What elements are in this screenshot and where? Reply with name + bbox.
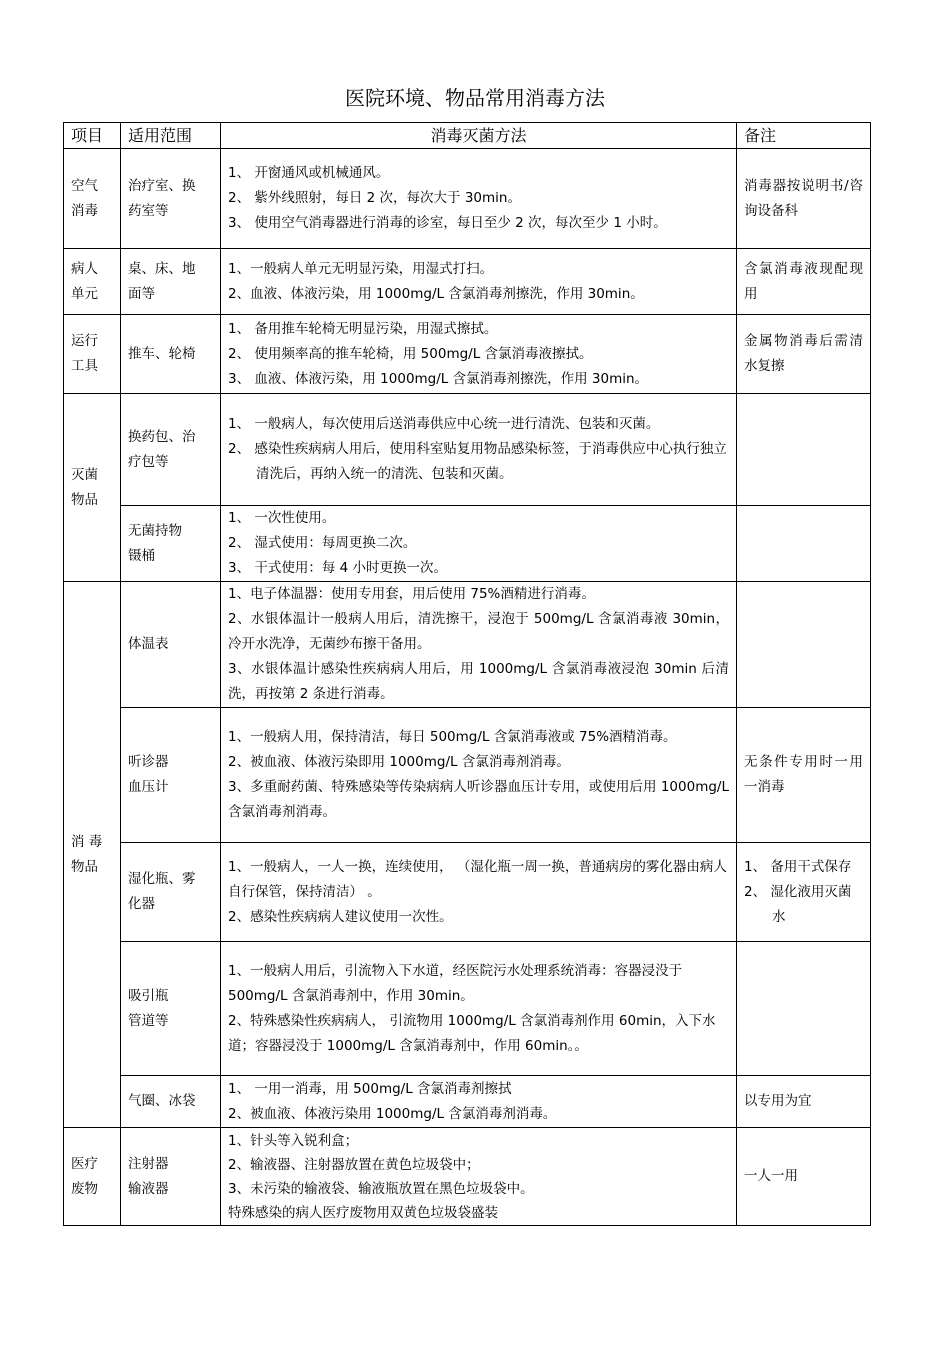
method-line: 1、一般病人用，保持清洁，每日 500mg/L 含氯消毒液或 75%酒精消毒。 [228,729,677,745]
table-row [64,582,871,708]
item-label: 空气 消毒 [71,177,98,219]
method-cell [221,249,737,315]
method-line: 2、感染性疾病病人建议使用一次性。 [228,908,453,925]
method-line: 2、特殊感染性疾病病人， 引流物用 1000mg/L 含氯消毒剂作用 60min，入下水道；容器浸没于 1000mg/L 含氯消毒剂中，作用 60min。。 [228,1012,716,1054]
note-cell [737,506,871,582]
method-line: 1、电子体温器：使用专用套，用后使用 75%酒精进行消毒。 [228,586,595,602]
note-line: 2、 湿化液用灭菌水 [744,883,852,925]
method-line: 1、 一般病人，每次使用后送消毒供应中心统一进行清洗、包装和灭菌。 [228,416,660,432]
method-cell [221,149,737,249]
method-line: 1、 一用一消毒，用 500mg/L 含氯消毒剂擦拭 [228,1080,512,1097]
method-line: 1、 一次性使用。 [228,510,336,526]
scope-cell [121,249,221,315]
item-label: 消 毒 物品 [71,833,103,875]
method-line: 2、 感染性疾病病人用后，使用科室贴复用物品感染标签，于消毒供应中心执行独立清洗后，再纳入统一的清洗、包装和灭菌。 [228,441,727,482]
method-cell [221,942,737,1076]
method-line: 2、输液器、注射器放置在黄色垃圾袋中； [228,1156,480,1173]
item-label: 医疗 废物 [71,1155,98,1197]
scope-label: 吸引瓶 管道等 [128,987,169,1029]
method-line: 3、多重耐药菌、特殊感染等传染病病人听诊器血压计专用，或使用后用 1000mg/L 含氯消毒剂消毒。 [228,779,729,820]
method-cell [221,506,737,582]
item-cell [64,149,121,249]
header-method: 消毒灭菌方法 [221,123,737,149]
method-line: 2、 紫外线照射，每日 2 次，每次大于 30min。 [228,190,521,206]
item-cell [64,315,121,394]
note-cell [737,942,871,1076]
method-line: 2、被血液、体液污染即用 1000mg/L 含氯消毒剂消毒。 [228,754,570,770]
method-cell [221,1128,737,1226]
note-cell: 无条件专用时一用一消毒 [737,708,871,843]
note-cell [737,843,871,942]
method-line: 2、被血液、体液污染用 1000mg/L 含氯消毒剂消毒。 [228,1105,557,1122]
table-row [64,249,871,315]
header-scope: 适用范围 [121,123,221,149]
table-row [64,506,871,582]
method-line: 2、 湿式使用：每周更换二次。 [228,535,417,551]
table-row [64,394,871,506]
note-cell: 含氯消毒液现配现用 [737,249,871,315]
method-line: 1、一般病人用后，引流物入下水道，经医院污水处理系统消毒：容器浸没于 500mg/L 含氯消毒剂中，作用 30min。 [228,962,683,1004]
note-line: 1、 备用干式保存 [744,858,852,875]
method-line: 1、一般病人单元无明显污染，用湿式打扫。 [228,260,494,277]
table-row [64,315,871,394]
scope-cell [121,506,221,582]
item-cell [64,1128,121,1226]
method-line: 1、一般病人，一人一换，连续使用， （湿化瓶一周一换，普通病房的雾化器由病人自行保管，保持清洁） 。 [228,858,727,900]
scope-cell [121,708,221,843]
scope-cell [121,942,221,1076]
method-line: 1、 开窗通风或机械通风。 [228,165,390,181]
method-line: 1、针头等入锐利盒； [228,1132,359,1149]
method-line: 3、 血液、体液污染，用 1000mg/L 含氯消毒剂擦洗，作用 30min。 [228,370,649,387]
header-note: 备注 [737,123,871,149]
method-line: 1、 备用推车轮椅无明显污染，用湿式擦拭。 [228,320,498,337]
scope-label: 听诊器 血压计 [128,754,169,795]
table-row [64,1076,871,1128]
note-cell: 以专用为宜 [737,1076,871,1128]
item-label: 病人 单元 [71,260,98,302]
page-title: 医院环境、物品常用消毒方法 [345,86,605,110]
item-label: 灭菌 物品 [71,466,98,508]
method-cell [221,582,737,708]
note-cell: 金属物消毒后需清水复擦 [737,315,871,394]
method-cell [221,394,737,506]
scope-cell: 推车、轮椅 [121,315,221,394]
table-row [64,843,871,942]
note-cell: 一人一用 [737,1128,871,1226]
method-cell [221,1076,737,1128]
method-cell [221,843,737,942]
scope-label: 无菌持物 镊桶 [128,522,182,564]
method-line: 2、 使用频率高的推车轮椅，用 500mg/L 含氯消毒液擦拭。 [228,345,593,362]
scope-label: 注射器 输液器 [128,1155,169,1197]
method-line: 3、水银体温计感染性疾病病人用后，用 1000mg/L 含氯消毒液浸泡 30min 后清洗，再按第 2 条进行消毒。 [228,661,729,702]
method-line: 2、水银体温计一般病人用后，清洗擦干，浸泡于 500mg/L 含氯消毒液 30min，冷开水洗净，无菌纱布擦干备用。 [228,611,729,652]
method-cell [221,708,737,843]
scope-cell [121,1128,221,1226]
scope-cell [121,843,221,942]
disinfection-table [63,122,871,1226]
item-label: 运行 工具 [71,333,98,374]
method-line: 3、未污染的输液袋、输液瓶放置在黑色垃圾袋中。 [228,1180,534,1197]
method-line: 特殊感染的病人医疗废物用双黄色垃圾袋盛装 [228,1204,498,1221]
note-cell: 消毒器按说明书/咨询设备科 [737,149,871,249]
note-cell [737,582,871,708]
item-cell [64,394,121,582]
scope-cell [121,394,221,506]
table-row [64,942,871,1076]
table-row [64,149,871,249]
item-cell [64,249,121,315]
note-cell [737,394,871,506]
table-header-row [64,123,871,149]
method-cell [221,315,737,394]
item-cell [64,582,121,1128]
scope-cell: 气圈、冰袋 [121,1076,221,1128]
table-row [64,708,871,843]
scope-label: 治疗室、换 药室等 [128,177,196,219]
method-line: 2、血液、体液污染，用 1000mg/L 含氯消毒剂擦洗，作用 30min。 [228,285,644,302]
scope-label: 换药包、治 疗包等 [128,428,196,470]
method-line: 3、 干式使用：每 4 小时更换一次。 [228,560,448,576]
header-item: 项目 [64,123,121,149]
scope-cell: 体温表 [121,582,221,708]
method-line: 3、 使用空气消毒器进行消毒的诊室，每日至少 2 次，每次至少 1 小时。 [228,215,667,231]
scope-cell [121,149,221,249]
scope-label: 湿化瓶、雾 化器 [128,871,196,912]
scope-label: 桌、床、地 面等 [128,260,196,302]
table-row [64,1128,871,1226]
